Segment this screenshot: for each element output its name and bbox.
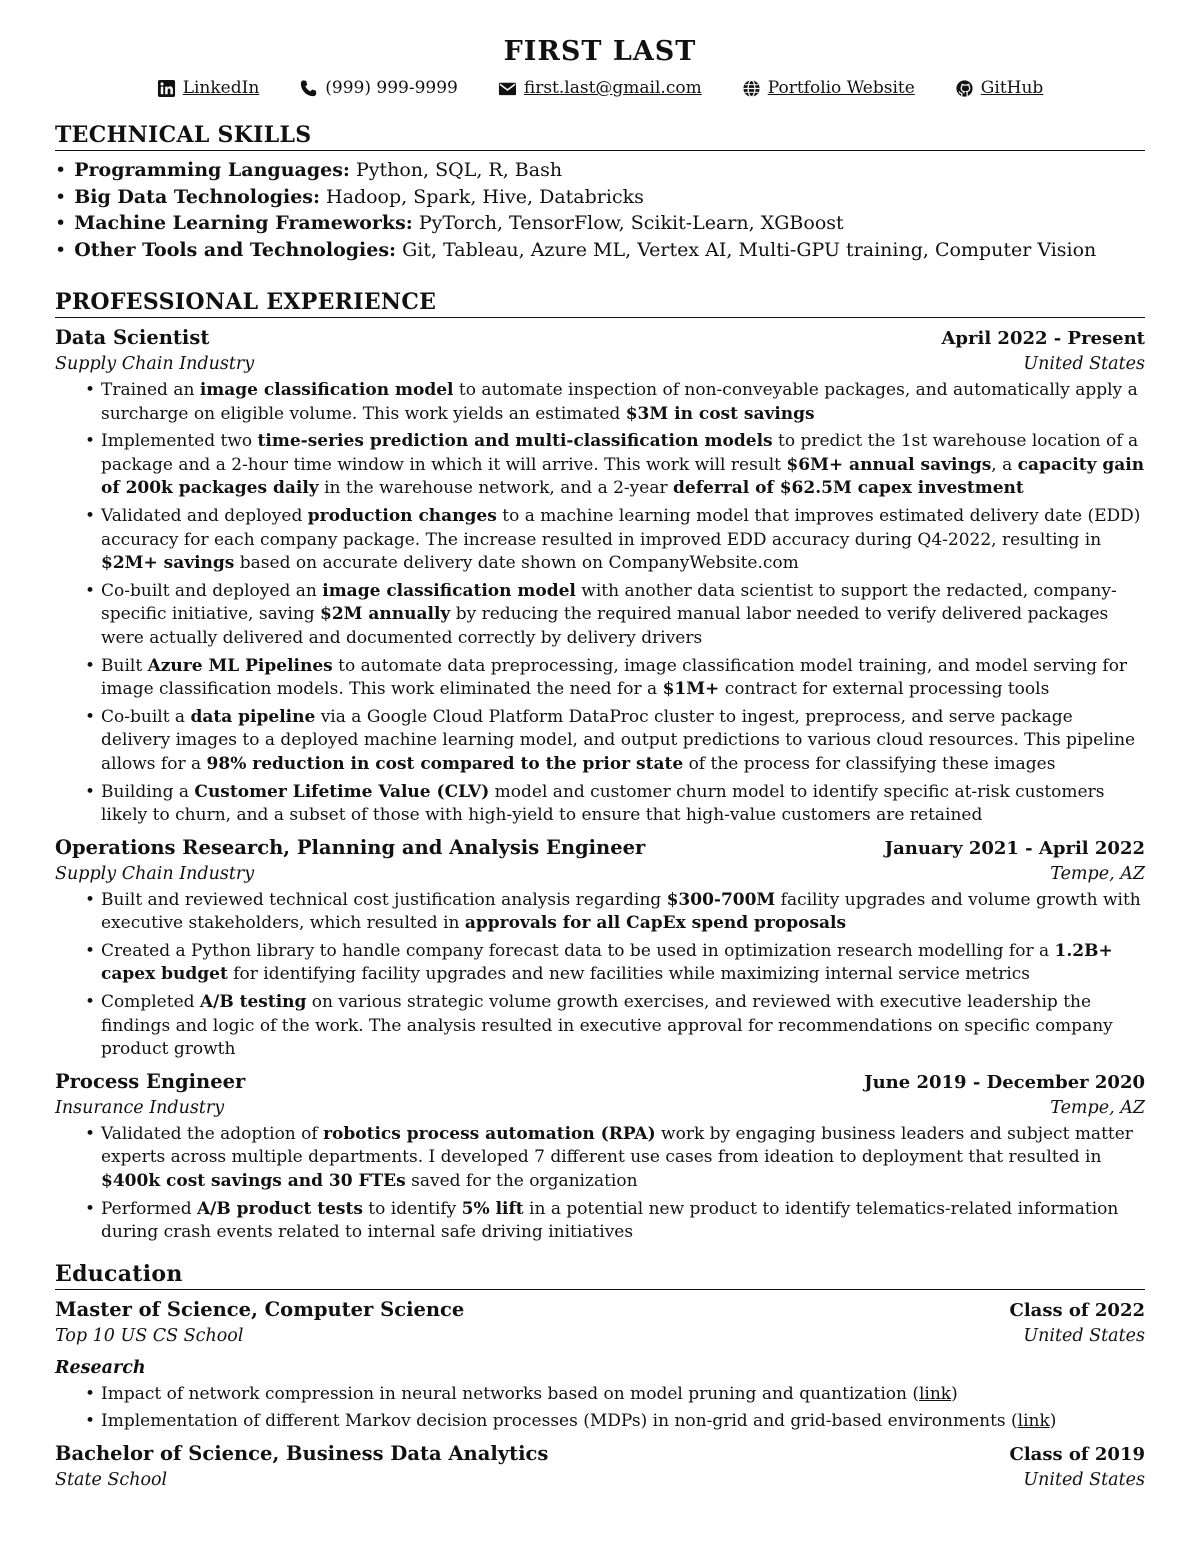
bold-highlight: Azure ML Pipelines [147, 655, 333, 676]
degree-dates: Class of 2019 [1009, 1444, 1145, 1465]
bullet-item: • Performed A/B product tests to identify 5% lift in a potential new product to identify telematics-related information during crash events related to internal safe driving initiatives [101, 1198, 1145, 1245]
bold-highlight: production changes [307, 505, 497, 526]
skill-value: PyTorch, TensorFlow, Scikit-Learn, XGBoost [418, 212, 844, 234]
bold-highlight: 98% reduction in cost compared to the prior state [206, 753, 684, 774]
job-header [55, 324, 1145, 353]
paper-link[interactable]: link [918, 1383, 952, 1404]
skill-value: Hadoop, Spark, Hive, Databricks [326, 185, 644, 208]
bold-highlight: $1M+ [662, 679, 720, 700]
skill-value: Git, Tableau, Azure ML, Vertex AI, Multi-GPU training, Computer Vision [402, 238, 1097, 261]
job-dates: June 2019 - December 2020 [864, 1071, 1145, 1093]
degree-school: State School [55, 1470, 168, 1490]
job-header [55, 834, 1145, 863]
job-location: Tempe, AZ [1050, 863, 1145, 884]
contact-email[interactable] [498, 76, 702, 100]
bold-highlight: A/B product tests [196, 1198, 363, 1219]
bullet-item: • Co-built a data pipeline via a Google Cloud Platform DataProc cluster to ingest, preprocess, and serve package delivery images to a deployed machine learning model, and output predictions to various cloud resources. This pipeline allows for a 98% reduction in cost compared to the prior state of the process for classifying these images [101, 706, 1145, 777]
bullet-item: • Built and reviewed technical cost justification analysis regarding $300-700M facility upgrades and volume growth with executive stakeholders, which resulted in approvals for all CapEx spend proposals [101, 889, 1145, 936]
bullet-item: • Impact of network compression in neural networks based on model pruning and quantization (link) [101, 1383, 1145, 1407]
skill-label: Other Tools and Technologies: [74, 238, 397, 261]
job-bullets [55, 889, 1145, 1062]
job-org: Insurance Industry [55, 1097, 225, 1118]
bold-highlight: data pipeline [190, 706, 316, 727]
job-entry [55, 1068, 1145, 1245]
bold-highlight: A/B testing [199, 992, 307, 1013]
degree-school: Top 10 US CS School [55, 1325, 244, 1346]
job-title: Process Engineer [55, 1069, 246, 1093]
skills-section-title: TECHNICAL SKILLS [55, 122, 1145, 151]
linkedin-link[interactable]: LinkedIn [182, 78, 260, 98]
skill-value: Python, SQL, R, Bash [355, 159, 563, 181]
bullet-item: • Created a Python library to handle company forecast data to be used in optimization research modelling for a 1.2B+ capex budget for identifying facility upgrades and new facilities while maximizing internal service metrics [101, 940, 1145, 987]
skill-label: Big Data Technologies: [74, 185, 320, 208]
bold-highlight: robotics process automation (RPA) [323, 1123, 656, 1144]
skill-item [55, 184, 1145, 211]
bold-highlight: $2M annually [320, 604, 451, 625]
skill-item [55, 237, 1145, 264]
bullet-item: • Built Azure ML Pipelines to automate data preprocessing, image classification model training, and model serving for image classification models. This work eliminated the need for a $1M+ contract for external processing tools [101, 655, 1145, 702]
bold-highlight: time-series prediction and multi-classification models [257, 431, 773, 452]
bullet-item: • Validated the adoption of robotics process automation (RPA) work by engaging business leaders and subject matter experts across multiple departments. I developed 7 different use cases from ideation to deployment that resulted in $400k cost savings and 30 FTEs saved for the organization [101, 1123, 1145, 1194]
bold-highlight: image classification model [199, 380, 454, 400]
skill-item [55, 157, 1145, 184]
bold-highlight: approvals for all CapEx spend proposals [464, 913, 847, 934]
job-entry [55, 324, 1145, 828]
email-link[interactable]: first.last@gmail.com [523, 78, 702, 98]
job-title: Data Scientist [55, 326, 210, 349]
bold-highlight: $3M in cost savings [625, 403, 815, 424]
bold-highlight: $300-700M [666, 889, 776, 910]
github-icon [955, 79, 974, 98]
bold-highlight: 1.2B+ capex budget [101, 940, 1113, 985]
globe-icon [742, 79, 761, 98]
job-subheader [55, 352, 1145, 376]
skills-list [55, 157, 1145, 263]
degree-subheader [55, 1468, 1145, 1492]
linkedin-icon [157, 79, 176, 98]
experience-section-title: PROFESSIONAL EXPERIENCE [55, 289, 1145, 318]
bold-highlight: deferral of $62.5M capex investment [673, 478, 1024, 499]
job-entry [55, 834, 1145, 1062]
contact-github[interactable] [955, 76, 1044, 100]
portfolio-link[interactable]: Portfolio Website [767, 78, 915, 98]
research-bullets [55, 1383, 1145, 1434]
contact-linkedin[interactable] [157, 76, 260, 100]
job-subheader [55, 1096, 1145, 1120]
skill-label: Machine Learning Frameworks: [74, 212, 413, 234]
degree-header [55, 1296, 1145, 1325]
degree-dates: Class of 2022 [1009, 1299, 1145, 1321]
degree-entry [55, 1296, 1145, 1434]
job-org: Supply Chain Industry [55, 863, 255, 884]
education-section-title: Education [55, 1261, 1145, 1290]
contact-phone [299, 76, 458, 100]
skill-item [55, 210, 1145, 237]
job-subheader [55, 862, 1145, 886]
degree-entry [55, 1440, 1145, 1492]
contact-bar [55, 76, 1145, 100]
degree-location: United States [1023, 1470, 1145, 1490]
bold-highlight: $6M+ annual savings [786, 454, 992, 475]
degree-header [55, 1440, 1145, 1469]
degree-title: Bachelor of Science, Business Data Analytics [55, 1442, 549, 1465]
bullet-item: • Trained an image classification model to automate inspection of non-conveyable packages, and automatically apply a surcharge on eligible volume. This work yields an estimated $3M in cost savings [101, 379, 1145, 426]
job-location: United States [1023, 354, 1145, 374]
bold-highlight: 5% lift [461, 1198, 524, 1219]
bold-highlight: image classification model [322, 580, 576, 601]
degree-subheader [55, 1324, 1145, 1348]
job-location: Tempe, AZ [1050, 1097, 1145, 1118]
candidate-name: FIRST LAST [503, 36, 697, 67]
job-dates: April 2022 - Present [941, 328, 1145, 349]
degree-location: United States [1023, 1325, 1145, 1346]
bullet-item: • Implementation of different Markov decision processes (MDPs) in non-grid and grid-based environments (link) [101, 1410, 1145, 1434]
phone-number: (999) 999-9999 [325, 78, 458, 98]
bullet-item: • Co-built and deployed an image classification model with another data scientist to support the redacted, company-specific initiative, saving $2M annually by reducing the required manual labor needed to verify delivered packages were actually delivered and documented correctly by delivery drivers [101, 580, 1145, 651]
job-org: Supply Chain Industry [55, 354, 255, 374]
job-bullets [55, 379, 1145, 828]
degree-title: Master of Science, Computer Science [55, 1297, 465, 1321]
bold-highlight: Customer Lifetime Value (CLV) [194, 781, 490, 802]
contact-portfolio[interactable] [742, 76, 915, 100]
job-title: Operations Research, Planning and Analysis Engineer [55, 835, 646, 859]
bullet-item: • Completed A/B testing on various strategic volume growth exercises, and reviewed with executive leadership the findings and logic of the work. The analysis resulted in executive approval for recommendations on specific company product growth [101, 991, 1145, 1062]
job-bullets [55, 1123, 1145, 1245]
skill-label: Programming Languages: [74, 159, 350, 181]
bold-highlight: $400k cost savings and 30 FTEs [101, 1171, 406, 1192]
envelope-icon [498, 79, 517, 98]
phone-icon [299, 79, 318, 98]
bold-highlight: capacity gain of 200k packages daily [101, 454, 1145, 499]
bullet-item: • Implemented two time-series prediction and multi-classification models to predict the 1st warehouse location of a package and a 2-hour time window in which it will arrive. This work will result $6M+ annual savings, a capacity gain of 200k packages daily in the warehouse network, and a 2-year deferral of $62.5M capex investment [101, 430, 1145, 501]
bullet-item: • Validated and deployed production changes to a machine learning model that improves estimated delivery date (EDD) accuracy for each company package. The increase resulted in improved EDD accuracy during Q4-2022, resulting in $2M+ savings based on accurate delivery date shown on CompanyWebsite.com [101, 505, 1145, 576]
paper-link[interactable]: link [1017, 1411, 1050, 1432]
bullet-item: • Building a Customer Lifetime Value (CLV) model and customer churn model to identify specific at-risk customers likely to churn, and a subset of those with high-yield to ensure that high-value customers are retained [101, 781, 1145, 828]
github-link[interactable]: GitHub [980, 78, 1044, 98]
job-header [55, 1068, 1145, 1097]
research-label: Research [55, 1357, 146, 1378]
bold-highlight: $2M+ savings [101, 553, 235, 574]
job-dates: January 2021 - April 2022 [884, 837, 1145, 859]
